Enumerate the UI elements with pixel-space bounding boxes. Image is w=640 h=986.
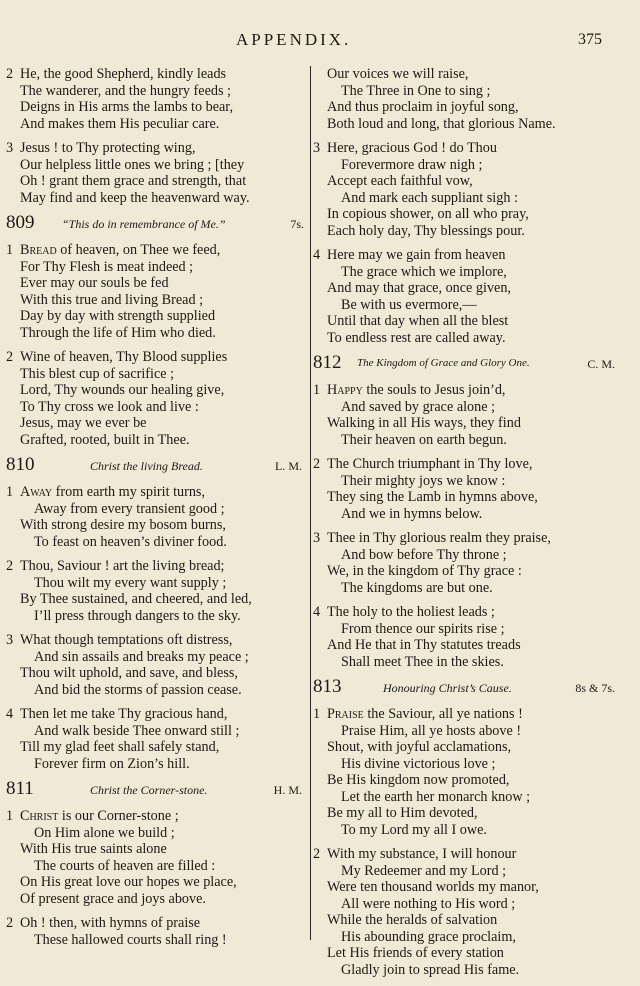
stanza-number: 1	[313, 706, 321, 722]
verse-line: Let the earth her monarch know ;	[341, 788, 531, 805]
hymn-meter: C. M.	[587, 357, 615, 371]
verse-line: Were ten thousand worlds my manor,	[327, 879, 539, 895]
hymn-meter: 7s.	[290, 217, 304, 231]
verse-line: Through the life of Him who died.	[20, 324, 216, 341]
stanza-813-1	[313, 706, 615, 838]
verse-line: Let His friends of every station	[327, 945, 504, 961]
initial-word: Away	[20, 484, 53, 500]
hymn-heading-809	[6, 214, 306, 236]
verse-line: The Church triumphant in Thy love,	[327, 456, 533, 472]
verse-line: The wanderer, and the hungry feeds ;	[20, 82, 231, 99]
verse-line: By Thee sustained, and cheered, and led,	[20, 591, 252, 607]
verse-line: The Three in One to sing ;	[341, 82, 491, 99]
verse-line: Jesus ! to Thy protecting wing,	[20, 140, 196, 156]
stanza-number: 4	[313, 604, 321, 620]
verse-line: the Saviour, all ye nations !	[363, 706, 523, 722]
hymn-title: “This do in remembrance of Me.”	[62, 217, 226, 231]
verse-line: Oh ! grant them grace and strength, that	[20, 173, 247, 189]
verse-line: And makes them His peculiar care.	[20, 115, 220, 132]
hymn-number: 809	[6, 212, 35, 233]
stanza-number: 2	[313, 846, 321, 862]
verse-line: The courts of heaven are filled :	[34, 857, 216, 874]
hymn-meter: 8s & 7s.	[575, 681, 615, 695]
verse-line: This blest cup of sacrifice ;	[20, 365, 175, 382]
verse-line: Be His kingdom now promoted,	[327, 772, 510, 788]
stanza-808-2	[6, 66, 306, 132]
verse-line: Thou wilt uphold, and save, and bless,	[20, 665, 238, 681]
verse-line: Shall meet Thee in the skies.	[341, 653, 504, 670]
hymn-title: Honouring Christ’s Cause.	[383, 681, 512, 695]
verse-line: And bid the storms of passion cease.	[34, 681, 242, 698]
stanza-number: 2	[6, 66, 14, 82]
verse-line: Here may we gain from heaven	[327, 247, 506, 263]
verse-line: With this true and living Bread ;	[20, 291, 204, 308]
verse-line: These hallowed courts shall ring !	[34, 931, 227, 948]
verse-line: The holy to the holiest leads ;	[327, 604, 495, 620]
verse-line: Thou, Saviour ! art the living bread;	[20, 558, 225, 574]
verse-line: My Redeemer and my Lord ;	[341, 862, 507, 879]
initial-word: Christ	[20, 808, 59, 824]
stanza-810-4	[6, 706, 306, 772]
verse-line: And saved by grace alone ;	[341, 398, 496, 415]
hymn-heading-810	[6, 456, 306, 478]
stanza-809-2	[6, 349, 306, 448]
verse-line: And thus proclaim in joyful song,	[327, 99, 519, 115]
stanza-810-1	[6, 484, 306, 550]
verse-line: Thee in Thy glorious realm they praise,	[327, 530, 551, 546]
hymn-title: Christ the Corner-stone.	[90, 783, 208, 797]
verse-line: is our Corner-stone ;	[58, 808, 179, 824]
verse-line: from earth my spirit turns,	[52, 484, 205, 500]
verse-line: Away from every transient good ;	[34, 500, 225, 517]
column-divider	[310, 66, 311, 940]
stanza-812-2	[313, 456, 615, 522]
verse-line: We, in the kingdom of Thy grace :	[327, 563, 522, 579]
initial-word: Happy	[327, 382, 363, 398]
hymn-number: 812	[313, 352, 342, 373]
hymn-title: Christ the living Bread.	[90, 459, 203, 473]
hymn-heading-812	[313, 354, 615, 376]
verse-line: of heaven, on Thee we feed,	[56, 242, 221, 258]
stanza-812-4	[313, 604, 615, 670]
verse-line: Oh ! then, with hymns of praise	[20, 915, 201, 931]
verse-line: Accept each faithful vow,	[327, 173, 473, 189]
verse-line: Of present grace and joys above.	[20, 890, 206, 907]
stanza-number: 3	[6, 140, 14, 156]
verse-line: And He that in Thy statutes treads	[327, 637, 521, 653]
stanza-811-2-continued	[313, 66, 615, 132]
stanza-812-1	[313, 382, 615, 448]
stanza-812-3	[313, 530, 615, 596]
verse-line: From thence our spirits rise ;	[341, 620, 505, 637]
stanza-number: 2	[6, 915, 14, 931]
verse-line: All were nothing to His word ;	[341, 895, 516, 912]
verse-line: the souls to Jesus join’d,	[362, 382, 506, 398]
stanza-number: 4	[313, 247, 321, 263]
verse-line: What though temptations oft distress,	[20, 632, 233, 648]
stanza-number: 1	[6, 242, 14, 258]
verse-line: And may that grace, once given,	[327, 280, 511, 296]
verse-line: Walking in all His ways, they find	[327, 415, 521, 431]
verse-line: Their mighty joys we know :	[341, 472, 506, 489]
hymn-number: 813	[313, 676, 342, 697]
stanza-number: 1	[6, 808, 14, 824]
verse-line: Our voices we will raise,	[327, 66, 469, 82]
stanza-number: 1	[6, 484, 14, 500]
verse-line: Thou wilt my every want supply ;	[34, 574, 227, 591]
hymn-meter: H. M.	[273, 783, 302, 797]
verse-line: Until that day when all the blest	[327, 313, 509, 329]
stanza-810-3	[6, 632, 306, 698]
stanza-number: 4	[6, 706, 14, 722]
verse-line: Forevermore draw nigh ;	[341, 156, 483, 173]
verse-line: His abounding grace proclaim,	[341, 928, 516, 945]
initial-word: Bread	[20, 242, 57, 258]
verse-line: Day by day with strength supplied	[20, 308, 216, 324]
verse-line: With my substance, I will honour	[327, 846, 517, 862]
stanza-811-3	[313, 140, 615, 239]
stanza-811-1	[6, 808, 306, 907]
verse-line: May find and keep the heavenward way.	[20, 189, 250, 206]
verse-line: Wine of heaven, Thy Blood supplies	[20, 349, 228, 365]
verse-line: Till my glad feet shall safely stand,	[20, 739, 220, 755]
verse-line: They sing the Lamb in hymns above,	[327, 489, 538, 505]
verse-line: Jesus, may we ever be	[20, 415, 147, 431]
hymn-title: The Kingdom of Grace and Glory One.	[357, 357, 530, 369]
verse-line: Gladly join to spread His fame.	[341, 961, 520, 978]
stanza-808-3	[6, 140, 306, 206]
verse-line: Be with us evermore,—	[341, 296, 477, 313]
verse-line: Here, gracious God ! do Thou	[327, 140, 497, 156]
verse-line: Deigns in His arms the lambs to bear,	[20, 99, 233, 115]
verse-line: Forever firm on Zion’s hill.	[34, 755, 190, 772]
verse-line: With strong desire my bosom burns,	[20, 517, 226, 533]
verse-line: And bow before Thy throne ;	[341, 546, 507, 563]
verse-line: And mark each suppliant sigh :	[341, 189, 518, 206]
verse-line: On Him alone we build ;	[34, 824, 175, 841]
left-column	[6, 66, 306, 956]
hymn-number: 811	[6, 778, 34, 799]
stanza-number: 2	[313, 456, 321, 472]
verse-line: Their heaven on earth begun.	[341, 431, 507, 448]
verse-line: The grace which we implore,	[341, 263, 507, 280]
verse-line: Then let me take Thy gracious hand,	[20, 706, 228, 722]
verse-line: To feast on heaven’s diviner food.	[34, 533, 227, 550]
stanza-number: 2	[6, 349, 14, 365]
verse-line: He, the good Shepherd, kindly leads	[20, 66, 227, 82]
verse-line: Both loud and long, that glorious Name.	[327, 115, 556, 132]
stanza-number: 2	[6, 558, 14, 574]
stanza-number: 3	[313, 140, 321, 156]
hymn-heading-813	[313, 678, 615, 700]
stanza-810-2	[6, 558, 306, 624]
verse-line: Our helpless little ones we bring ; [they	[20, 156, 245, 173]
running-title: APPENDIX.	[236, 30, 352, 49]
hymn-number: 810	[6, 454, 35, 475]
stanza-809-1	[6, 242, 306, 341]
verse-line: And sin assails and breaks my peace ;	[34, 648, 249, 665]
page-header	[0, 30, 640, 54]
verse-line: Shout, with joyful acclamations,	[327, 739, 512, 755]
hymn-meter: L. M.	[275, 459, 302, 473]
stanza-number: 1	[313, 382, 321, 398]
right-column	[313, 66, 615, 986]
verse-line: Ever may our souls be fed	[20, 275, 169, 291]
verse-line: For Thy Flesh is meat indeed ;	[20, 258, 194, 275]
stanza-811-4	[313, 247, 615, 346]
verse-line: Be my all to Him devoted,	[327, 805, 478, 821]
verse-line: The kingdoms are but one.	[341, 579, 493, 596]
verse-line: Praise Him, all ye hosts above !	[341, 722, 522, 739]
stanza-number: 3	[313, 530, 321, 546]
initial-word: Praise	[327, 706, 364, 722]
verse-line: His divine victorious love ;	[341, 755, 496, 772]
page-number: 375	[578, 31, 602, 48]
verse-line: While the heralds of salvation	[327, 912, 498, 928]
verse-line: Each holy day, Thy blessings pour.	[327, 222, 525, 239]
stanza-813-2	[313, 846, 615, 978]
verse-line: Grafted, rooted, built in Thee.	[20, 431, 190, 448]
verse-line: In copious shower, on all who pray,	[327, 206, 529, 222]
verse-line: And walk beside Thee onward still ;	[34, 722, 240, 739]
verse-line: On His great love our hopes we place,	[20, 874, 237, 890]
verse-line: With His true saints alone	[20, 841, 167, 857]
hymn-heading-811	[6, 780, 306, 802]
verse-line: Lord, Thy wounds our healing give,	[20, 382, 225, 398]
stanza-811-2	[6, 915, 306, 948]
verse-line: I’ll press through dangers to the sky.	[34, 607, 241, 624]
verse-line: And we in hymns below.	[341, 505, 483, 522]
verse-line: To Thy cross we look and live :	[20, 398, 199, 415]
verse-line: To my Lord my all I owe.	[341, 821, 487, 838]
verse-line: To endless rest are called away.	[327, 329, 506, 346]
stanza-number: 3	[6, 632, 14, 648]
